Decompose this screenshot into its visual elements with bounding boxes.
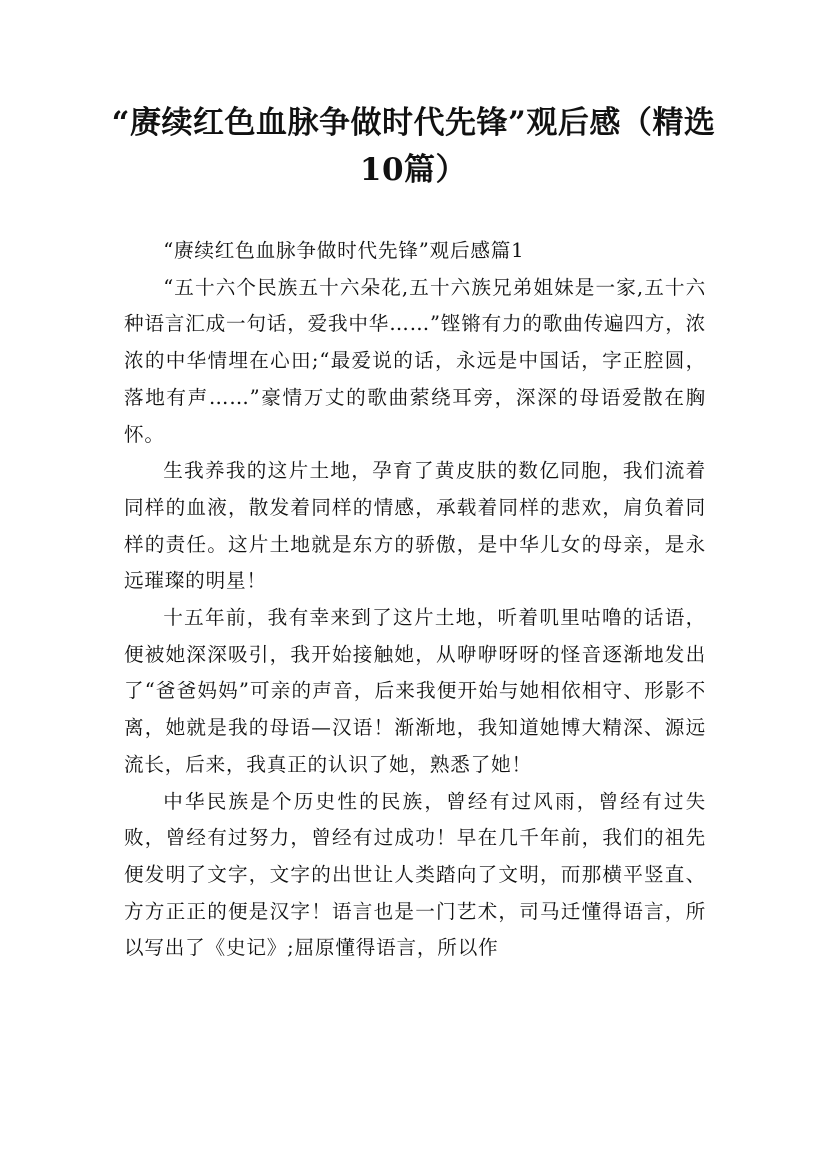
paragraph: “五十六个民族五十六朵花,五十六族兄弟姐妹是一家,五十六种语言汇成一句话，爱我中华……”铿锵有力的歌曲传遍四方，浓浓的中华情埋在心田;“最爱说的话，永远是中国话，字正腔圆，落地有声……”豪情万丈的歌曲萦绕耳旁，深深的母语爱散在胸怀。 (124, 275, 706, 446)
document-title: “赓续红色血脉争做时代先锋”观后感（精选10篇） (111, 105, 716, 188)
document-body (124, 233, 706, 967)
paragraph: 十五年前，我有幸来到了这片土地，听着叽里咕噜的话语，便被她深深吸引，我开始接触她，从咿咿呀呀的怪音逐渐地发出了“爸爸妈妈”可亲的声音，后来我便开始与她相依相守、形影不离，她就是我的母语—汉语！渐渐地，我知道她博大精深、源远流长，后来，我真正的认识了她，熟悉了她！ (124, 606, 706, 776)
paragraph: 生我养我的这片土地，孕育了黄皮肤的数亿同胞，我们流着同样的血液，散发着同样的情感，承载着同样的悲欢，肩负着同样的责任。这片土地就是东方的骄傲，是中华儿女的母亲，是永远璀璨的明星！ (124, 459, 706, 593)
section-heading: “赓续红色血脉争做时代先锋”观后感篇1 (163, 239, 525, 262)
paragraph: 中华民族是个历史性的民族，曾经有过风雨，曾经有过失败，曾经有过努力，曾经有过成功！早在几千年前，我们的祖先便发明了文字，文字的出世让人类踏向了文明，而那横平竖直、方方正正的便是汉字！语言也是一门艺术，司马迁懂得语言，所以写出了《史记》;屈原懂得语言，所以作 (124, 789, 706, 960)
